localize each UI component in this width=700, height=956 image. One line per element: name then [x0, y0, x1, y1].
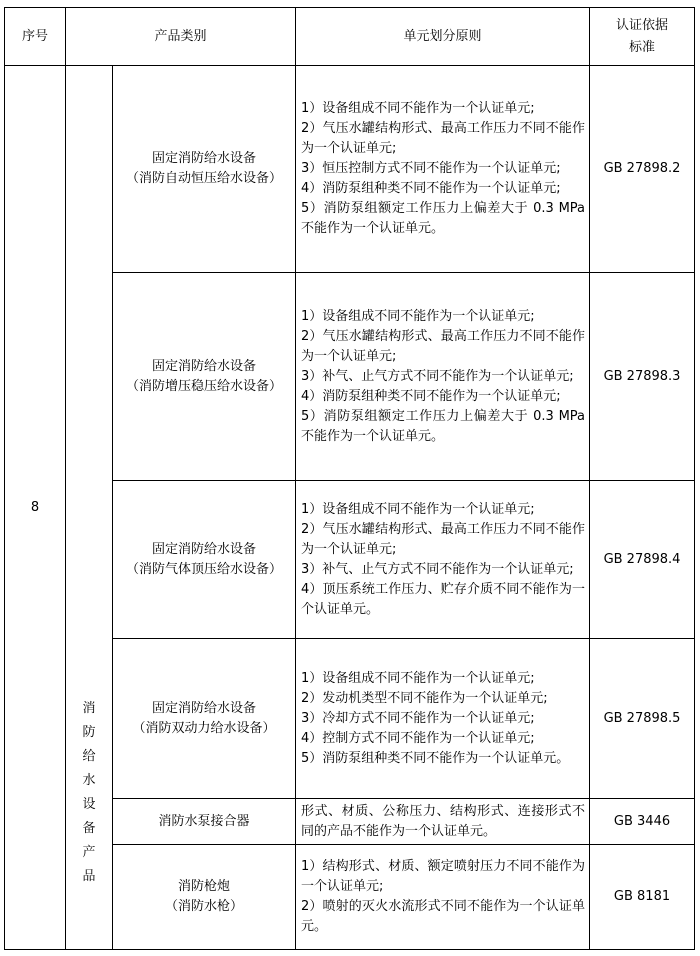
product-cell — [113, 845, 296, 950]
rules-cell — [296, 639, 590, 799]
rule-item: 1）设备组成不同不能作为一个认证单元; — [301, 101, 535, 116]
rule-item: 1）设备组成不同不能作为一个认证单元; — [301, 670, 535, 686]
rules-cell — [296, 845, 590, 950]
rule-item: 4）消防泵组种类不同不能作为一个认证单元; — [301, 181, 561, 196]
standard-cell: GB 3446 — [590, 799, 695, 845]
rule-item: 3）冷却方式不同不能作为一个认证单元; — [301, 710, 535, 726]
rule-item: 2）发动机类型不同不能作为一个认证单元; — [301, 690, 548, 706]
rule-item: 2）气压水罐结构形式、最高工作压力不同不能作为一个认证单元; — [301, 521, 586, 557]
product-name: 固定消防给水设备 — [152, 700, 257, 716]
product-name: 消防枪炮 — [178, 879, 231, 894]
product-subname: （消防气体顶压给水设备） — [126, 561, 283, 577]
seq-cell: 8 — [5, 66, 66, 950]
rules-cell — [296, 66, 590, 273]
rule-item: 4）控制方式不同不能作为一个认证单元; — [301, 730, 535, 746]
product-subname: （消防双动力给水设备） — [132, 720, 276, 736]
rule-item: 4）顶压系统工作压力、贮存介质不同不能作为一个认证单元。 — [301, 581, 586, 617]
standard-cell: GB 27898.2 — [590, 66, 695, 273]
rule-item: 3）补气、止气方式不同不能作为一个认证单元; — [301, 561, 574, 577]
standard-cell: GB 27898.5 — [590, 639, 695, 799]
header-category: 产品类别 — [66, 8, 296, 66]
header-seq: 序号 — [5, 8, 66, 66]
rule-item: 5）消防泵组额定工作压力上偏差大于 0.3 MPa 不能作为一个认证单元。 — [301, 408, 586, 444]
table-row — [5, 66, 695, 273]
group-category-text: 消防给水设备产品 — [82, 701, 96, 884]
product-cell — [113, 639, 296, 799]
rule-item: 4）消防泵组种类不同不能作为一个认证单元; — [301, 388, 561, 404]
header-standard — [590, 8, 695, 66]
product-name: 消防水泵接合器 — [158, 813, 250, 829]
rule-item: 3）恒压控制方式不同不能作为一个认证单元; — [301, 161, 561, 176]
rule-item: 1）设备组成不同不能作为一个认证单元; — [301, 501, 535, 517]
product-subname: （消防增压稳压给水设备） — [126, 378, 283, 394]
standard-cell: GB 27898.4 — [590, 481, 695, 639]
product-name: 固定消防给水设备 — [152, 151, 257, 166]
header-standard-line1: 认证依据 — [616, 17, 669, 33]
product-subname: （消防水枪） — [165, 899, 244, 914]
standard-cell: GB 27898.3 — [590, 273, 695, 481]
rules-cell — [296, 273, 590, 481]
product-name: 固定消防给水设备 — [152, 541, 257, 557]
header-principle: 单元划分原则 — [296, 8, 590, 66]
rules-cell — [296, 481, 590, 639]
product-subname: （消防自动恒压给水设备） — [126, 171, 283, 186]
product-cell — [113, 273, 296, 481]
rule-item: 1）结构形式、材质、额定喷射压力不同不能作为一个认证单元; — [301, 859, 586, 894]
standard-cell: GB 8181 — [590, 845, 695, 950]
rule-item: 5）消防泵组种类不同不能作为一个认证单元。 — [301, 750, 570, 766]
product-cell — [113, 481, 296, 639]
product-cell — [113, 799, 296, 845]
product-name: 固定消防给水设备 — [152, 358, 257, 374]
header-standard-line2: 标准 — [629, 39, 656, 55]
product-cell — [113, 66, 296, 273]
rule-item: 5）消防泵组额定工作压力上偏差大于 0.3 MPa 不能作为一个认证单元。 — [301, 201, 586, 236]
rule-item: 2）气压水罐结构形式、最高工作压力不同不能作为一个认证单元; — [301, 328, 586, 364]
certification-unit-table — [4, 7, 695, 950]
rule-item: 形式、材质、公称压力、结构形式、连接形式不同的产品不能作为一个认证单元。 — [301, 803, 586, 839]
document-page — [4, 7, 695, 950]
rule-item: 2）气压水罐结构形式、最高工作压力不同不能作为一个认证单元; — [301, 121, 586, 156]
rule-item: 1）设备组成不同不能作为一个认证单元; — [301, 308, 535, 324]
group-category-cell — [66, 66, 113, 950]
table-header-row — [5, 8, 695, 66]
rule-item: 3）补气、止气方式不同不能作为一个认证单元; — [301, 368, 574, 384]
rules-cell — [296, 799, 590, 845]
rule-item: 2）喷射的灭火水流形式不同不能作为一个认证单元。 — [301, 899, 586, 934]
